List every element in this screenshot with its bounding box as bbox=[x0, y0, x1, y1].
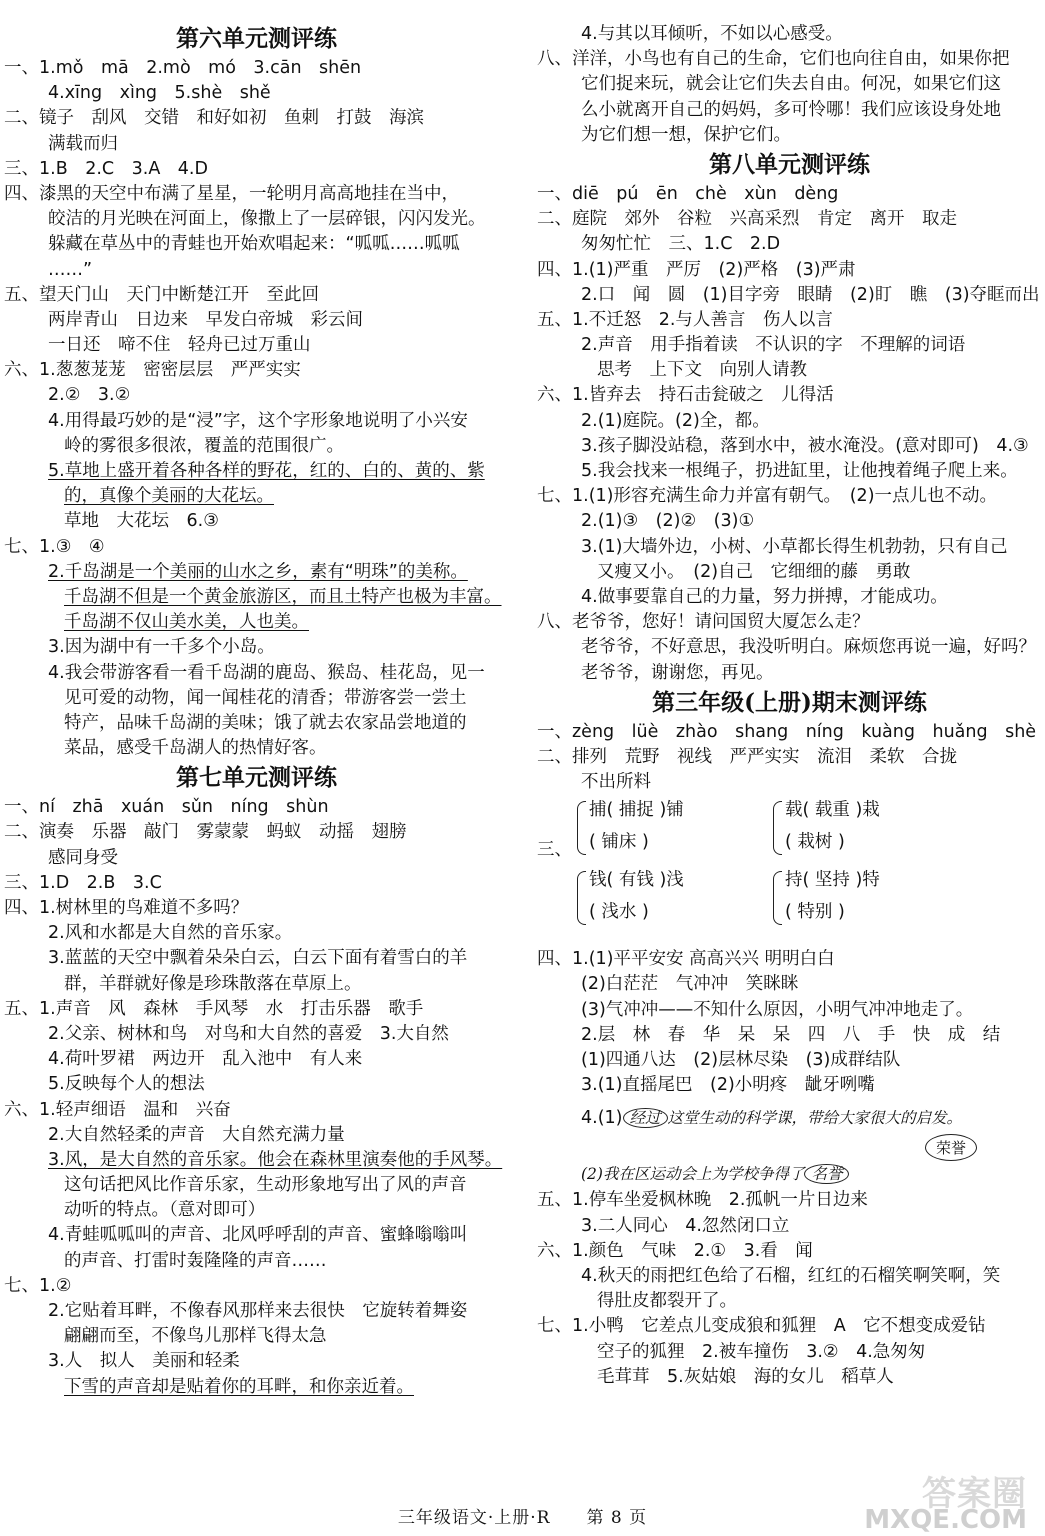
unit6-answers bbox=[4, 56, 509, 761]
answer-line: 4.秋天的雨把红色给了石榴，红红的石榴笑啊笑啊，笑 bbox=[581, 1265, 1001, 1286]
answer-line: 3.孩子脚没站稳，落到水中，被水淹没。(意对即可) 4.③ bbox=[581, 435, 1029, 456]
answer-line: 4.青蛙呱呱叫的声音、北风呼呼刮的声音、蜜蜂嗡嗡叫 bbox=[48, 1225, 468, 1246]
answer-line: 的，真像个美丽的大花坛。 bbox=[64, 486, 274, 507]
answer-line: 4.用得最巧妙的是“浸”字，这个字形象地说明了小兴安 bbox=[48, 410, 468, 431]
answer-line: 2.(1)③ (2)② (3)① bbox=[581, 511, 755, 532]
unit7-answers bbox=[4, 795, 509, 1400]
section-title-final: 第三年级(上册)期末测评练 bbox=[652, 688, 927, 716]
answer-line: 空子的狐狸 2.被车撞伤 3.② 4.急匆匆 bbox=[597, 1341, 926, 1362]
answer-line: 三、1.B 2.C 3.A 4.D bbox=[4, 158, 208, 179]
answer-line: 2.口 闻 圆 (1)目字旁 眼睛 (2)盯 瞧 (3)夺眶而出 bbox=[581, 284, 1040, 305]
answer-line: 它们捉来玩，就会让它们失去自由。何况，如果它们这 bbox=[581, 74, 1001, 95]
answer-line: 四、1.(1)平平安安 高高兴兴 明明白白 bbox=[537, 949, 835, 970]
answer-line: 4.做事要靠自己的力量，努力拼搏，才能成功。 bbox=[581, 586, 948, 607]
handwritten-line-1 bbox=[537, 1106, 962, 1131]
left-column bbox=[4, 22, 509, 1400]
answer-line: 思考 上下文 向别人请教 bbox=[597, 360, 807, 381]
hw1-prefix: 4.(1) bbox=[581, 1108, 623, 1129]
answer-line: 满载而归 bbox=[48, 133, 118, 154]
answer-line: 感同身受 bbox=[48, 847, 118, 868]
answer-line: 七、1.③ ④ bbox=[4, 536, 105, 557]
answer-line: 4.荷叶罗裙 两边开 乱入池中 有人来 bbox=[48, 1049, 363, 1070]
answer-line: (3)气冲冲——不知什么原因，小明气冲冲地走了。 bbox=[581, 999, 974, 1020]
final-answers-b bbox=[537, 947, 1042, 1098]
final-answers-a bbox=[537, 720, 1042, 796]
answer-line: 千岛湖不但是一个黄金旅游区，而且土特产也极为丰富。 bbox=[64, 586, 502, 607]
answer-line: (2)白茫茫 气冲冲 笑眯眯 bbox=[581, 974, 799, 995]
answer-line: 2.父亲、树林和鸟 对鸟和大自然的喜爱 3.大自然 bbox=[48, 1023, 449, 1044]
answer-line: 躲藏在草丛中的青蛙也开始欢唱起来：“呱呱……呱呱 bbox=[48, 234, 460, 255]
brace-2-top: 载( 载重 )栽 bbox=[785, 800, 880, 821]
section-title-unit7: 第七单元测评练 bbox=[176, 764, 337, 792]
answer-line: 一、zèng lüè zhào shang níng kuàng huǎng shè bbox=[537, 721, 1037, 742]
answer-line: (1)四通八达 (2)层林尽染 (3)成群结队 bbox=[581, 1050, 901, 1070]
answer-line: 五、1.不迁怒 2.与人善言 伤人以言 bbox=[537, 309, 833, 330]
answer-line: 三、1.D 2.B 3.C bbox=[4, 872, 162, 893]
answer-line: 六、1.颜色 气味 2.① 3.看 闻 bbox=[537, 1240, 813, 1261]
unit8-answers bbox=[537, 182, 1042, 686]
answer-line: 五、1.停车坐爱枫林晚 2.孤帆一片日边来 bbox=[537, 1190, 868, 1211]
hw2-text: (2)我在区运动会上为学校争得了 bbox=[581, 1165, 805, 1184]
hw1-text: 这堂生动的科学课，带给大家很大的启发。 bbox=[667, 1109, 963, 1128]
correction-stamp-rongyu: 荣誉 bbox=[925, 1134, 977, 1161]
answer-line: 一、ní zhā xuán sǔn níng shùn bbox=[4, 797, 329, 818]
answer-line: 翩翩而至，不像鸟儿那样飞得太急 bbox=[64, 1326, 327, 1347]
brace-4-bottom: ( 特别 ) bbox=[785, 902, 845, 923]
brace-4-top: 持( 坚持 )特 bbox=[785, 870, 880, 891]
answer-line: 5.反映每个人的想法 bbox=[48, 1074, 205, 1095]
right-column bbox=[537, 22, 1042, 1390]
answer-line: 又瘦又小。 (2)自己 它细细的藤 勇敢 bbox=[597, 561, 911, 582]
answer-line: 3.因为湖中有一千多个小岛。 bbox=[48, 637, 275, 658]
answer-line: 八、洋洋，小鸟也有自己的生命，它们也向往自由，如果你把 bbox=[537, 49, 1010, 70]
answer-line: 下雪的声音却是贴着你的耳畔，和你亲近着。 bbox=[64, 1376, 414, 1397]
brace-3-bottom: ( 浅水 ) bbox=[589, 902, 649, 923]
answer-line: 一、diē pú ēn chè xùn dèng bbox=[537, 183, 839, 204]
watermark-logo: 答案圈 bbox=[922, 1474, 1027, 1514]
brace-1-bottom: ( 铺床 ) bbox=[589, 832, 649, 853]
answer-line: 2.声音 用手指着读 不认识的字 不理解的词语 bbox=[581, 335, 966, 356]
answer-line: 为它们想一想，保护它们。 bbox=[581, 124, 791, 145]
circled-word-mingyu: 名誉 bbox=[804, 1164, 849, 1184]
answer-line: 七、1.② bbox=[4, 1275, 72, 1296]
answer-line: 的声音、打雷时轰隆隆的声音…… bbox=[64, 1250, 327, 1271]
answer-line: 菜品，感受千岛湖人的热情好客。 bbox=[64, 738, 327, 759]
answer-line: 4.xīng xìng 5.shè shě bbox=[48, 83, 271, 104]
answer-line: 老爷爷，不好意思，我没听明白。麻烦您再说一遍，好吗？ bbox=[581, 637, 1036, 658]
answer-line: 七、1.小鸭 它差点儿变成狼和狐狸 A 它不想变成爱钻 bbox=[537, 1316, 986, 1337]
answer-line: 六、1.轻声细语 温和 兴奋 bbox=[4, 1099, 231, 1120]
brace-4 bbox=[773, 871, 782, 925]
answer-line: ……” bbox=[48, 259, 93, 280]
answer-line: 草地 大花坛 6.③ bbox=[64, 511, 219, 532]
answer-line: 皎洁的月光映在河面上，像撒上了一层碎银，闪闪发光。 bbox=[48, 209, 486, 230]
answer-line: 5.草地上盛开着各种各样的野花，红的、白的、黄的、紫 bbox=[48, 461, 485, 481]
handwritten-block bbox=[537, 1098, 1042, 1188]
answer-line: 3.风，是大自然的音乐家。他会在森林里演奏他的手风琴。 bbox=[48, 1149, 503, 1170]
answer-line: 六、1.皆弃去 持石击瓮破之 儿得活 bbox=[537, 385, 834, 406]
answer-line: 动听的特点。（意对即可） bbox=[64, 1200, 266, 1221]
brace-3-top: 钱( 有钱 )浅 bbox=[589, 870, 684, 891]
answer-line: 岭的雾很多很浓，覆盖的范围很广。 bbox=[64, 435, 344, 456]
final-answers-c bbox=[537, 1188, 1042, 1390]
answer-line: 2.它贴着耳畔，不像春风那样来去很快 它旋转着舞姿 bbox=[48, 1301, 468, 1321]
brace-1 bbox=[577, 801, 586, 855]
answer-line: 见可爱的动物，闻一闻桂花的清香；带游客尝一尝土 bbox=[64, 687, 467, 708]
answer-line: 得肚皮都裂开了。 bbox=[597, 1291, 737, 1312]
brace-1-top: 捕( 捕捉 )铺 bbox=[589, 800, 684, 821]
question3-label: 三、 bbox=[537, 840, 572, 861]
page-footer: 三年级语文·上册·R 第 8 页 bbox=[397, 1508, 648, 1528]
answer-line: 2.② 3.② bbox=[48, 385, 131, 406]
answer-line: 4.我会带游客看一看千岛湖的鹿岛、猴岛、桂花岛，见一 bbox=[48, 662, 485, 683]
question3-brace-group bbox=[537, 795, 1042, 947]
answer-line: 特产，品味千岛湖的美味；饿了就去农家品尝地道的 bbox=[64, 712, 467, 733]
answer-line: 七、1.(1)形容充满生命力并富有朝气。 (2)一点儿也不动。 bbox=[537, 486, 998, 507]
brace-2-bottom: ( 栽树 ) bbox=[785, 832, 845, 853]
section-title-unit6: 第六单元测评练 bbox=[176, 25, 337, 52]
brace-2 bbox=[773, 801, 782, 855]
answer-line: 二、庭院 郊外 谷粒 兴高采烈 肯定 离开 取走 bbox=[537, 209, 957, 230]
brace-3 bbox=[577, 871, 586, 925]
answer-line: 二、排列 荒野 视线 严严实实 流泪 柔软 合拢 bbox=[537, 746, 957, 767]
answer-line: 3.蓝蓝的天空中飘着朵朵白云，白云下面有着雪白的羊 bbox=[48, 948, 468, 969]
answer-line: 六、1.葱葱茏茏 密密层层 严严实实 bbox=[4, 360, 301, 381]
answer-line: 四、1.树林里的鸟难道不多吗？ bbox=[4, 898, 249, 918]
answer-line: 不出所料 bbox=[581, 772, 651, 793]
answer-line: 四、漆黑的天空中布满了星星，一轮明月高高地挂在当中， bbox=[4, 183, 459, 204]
answer-line: 两岸青山 日边来 早发白帝城 彩云间 bbox=[48, 309, 363, 330]
handwritten-line-2 bbox=[537, 1162, 849, 1187]
answer-line: 毛茸茸 5.灰姑娘 海的女儿 稻草人 bbox=[597, 1366, 894, 1387]
answer-line: 3.人 拟人 美丽和轻柔 bbox=[48, 1351, 240, 1372]
answer-line: 2.层 林 春 华 呆 呆 四 八 手 快 成 结 bbox=[581, 1024, 1001, 1045]
answer-line: 5.我会找来一根绳子，扔进缸里，让他拽着绳子爬上来。 bbox=[581, 461, 1018, 481]
answer-line: 五、望天门山 天门中断楚江开 至此回 bbox=[4, 284, 319, 305]
answer-line: 群，羊群就好像是珍珠散落在草原上。 bbox=[64, 973, 362, 994]
answer-line: 3.二人同心 4.忽然闭口立 bbox=[581, 1215, 790, 1236]
answer-line: 八、老爷爷，您好！请问国贸大厦怎么走？ bbox=[537, 612, 870, 633]
answer-line: 2.大自然轻柔的声音 大自然充满力量 bbox=[48, 1124, 345, 1145]
answer-line: 一、1.mǒ mā 2.mò mó 3.cān shēn bbox=[4, 58, 362, 78]
answer-line: 3.(1)直摇尾巴 (2)小明疼 龇牙咧嘴 bbox=[581, 1075, 875, 1096]
answer-line: 二、演奏 乐器 敲门 雾蒙蒙 蚂蚁 动摇 翅膀 bbox=[4, 822, 407, 843]
answer-line: 老爷爷，谢谢您，再见。 bbox=[581, 662, 774, 683]
answer-line: 2.风和水都是大自然的音乐家。 bbox=[48, 923, 293, 944]
answer-line: 么小就离开自己的妈妈，多可怜哪！我们应该设身处地 bbox=[581, 99, 1001, 120]
section-title-unit8: 第八单元测评练 bbox=[709, 150, 870, 178]
answer-line: 这句话把风比作音乐家，生动形象地写出了风的声音 bbox=[64, 1175, 467, 1196]
answer-line: 千岛湖不仅山美水美，人也美。 bbox=[64, 612, 309, 633]
answer-line: 五、1.声音 风 森林 手风琴 水 打击乐器 歌手 bbox=[4, 998, 424, 1019]
answer-line: 4.与其以耳倾听，不如以心感受。 bbox=[581, 24, 843, 44]
answer-line: 匆匆忙忙 三、1.C 2.D bbox=[581, 234, 781, 255]
watermark-url: MXQE.COM bbox=[864, 1505, 1027, 1535]
answer-line: 二、镜子 刮风 交错 和好如初 鱼刺 打鼓 海滨 bbox=[4, 108, 424, 129]
answer-line: 一日还 啼不住 轻舟已过万重山 bbox=[48, 335, 311, 356]
answer-line: 3.(1)大墙外边，小树、小草都长得生机勃勃，只有自己 bbox=[581, 536, 1008, 557]
answer-line: 四、1.(1)严重 严厉 (2)严格 (3)严肃 bbox=[537, 259, 856, 280]
answer-line: 2.(1)庭院。(2)全，都。 bbox=[581, 410, 770, 431]
answer-line: 2.千岛湖是一个美丽的山水之乡，素有“明珠”的美称。 bbox=[48, 561, 468, 582]
unit6-tail-answers bbox=[537, 22, 1042, 148]
circled-word-jingguo: 经过 bbox=[623, 1108, 668, 1128]
